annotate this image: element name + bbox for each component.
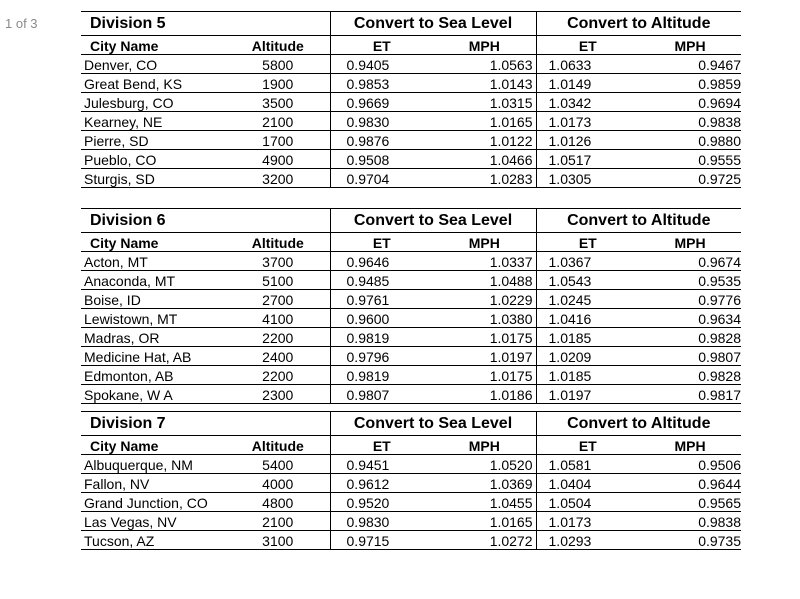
altitude-mph-cell: 0.9859 bbox=[639, 74, 741, 93]
altitude-et-cell: 1.0543 bbox=[536, 271, 639, 290]
altitude-cell: 2100 bbox=[226, 112, 330, 131]
altitude-mph-cell: 0.9838 bbox=[639, 512, 741, 531]
city-name-cell: Great Bend, KS bbox=[81, 74, 226, 93]
city-name-cell: Albuquerque, NM bbox=[81, 455, 226, 474]
table-row bbox=[81, 169, 741, 188]
table-row bbox=[81, 455, 741, 474]
altitude-et-cell: 1.0173 bbox=[536, 112, 639, 131]
altitude-cell: 2200 bbox=[226, 366, 330, 385]
altitude-et-cell: 1.0416 bbox=[536, 309, 639, 328]
altitude-mph-cell: 0.9828 bbox=[639, 366, 741, 385]
sea-level-et-cell: 0.9819 bbox=[330, 366, 433, 385]
sea-level-mph-cell: 1.0488 bbox=[433, 271, 536, 290]
altitude-mph-cell: 0.9807 bbox=[639, 347, 741, 366]
altitude-et-cell: 1.0367 bbox=[536, 252, 639, 271]
altitude-et-header: ET bbox=[536, 36, 639, 55]
city-name-cell: Medicine Hat, AB bbox=[81, 347, 226, 366]
sea-level-mph-header: MPH bbox=[433, 436, 536, 455]
division-title-row bbox=[81, 209, 741, 233]
altitude-mph-cell: 0.9565 bbox=[639, 493, 741, 512]
column-header-row bbox=[81, 233, 741, 252]
altitude-et-cell: 1.0404 bbox=[536, 474, 639, 493]
city-name-cell: Tucson, AZ bbox=[81, 531, 226, 550]
altitude-cell: 2400 bbox=[226, 347, 330, 366]
sea-level-mph-header: MPH bbox=[433, 36, 536, 55]
altitude-et-cell: 1.0581 bbox=[536, 455, 639, 474]
sea-level-mph-cell: 1.0272 bbox=[433, 531, 536, 550]
sea-level-et-cell: 0.9853 bbox=[330, 74, 433, 93]
table-row bbox=[81, 271, 741, 290]
altitude-cell: 4000 bbox=[226, 474, 330, 493]
sea-level-mph-cell: 1.0197 bbox=[433, 347, 536, 366]
convert-sea-level-header: Convert to Sea Level bbox=[330, 209, 536, 233]
city-name-cell: Madras, OR bbox=[81, 328, 226, 347]
sea-level-et-header: ET bbox=[330, 436, 433, 455]
altitude-mph-cell: 0.9674 bbox=[639, 252, 741, 271]
city-name-cell: Kearney, NE bbox=[81, 112, 226, 131]
table-row bbox=[81, 55, 741, 74]
sea-level-mph-cell: 1.0380 bbox=[433, 309, 536, 328]
city-name-cell: Sturgis, SD bbox=[81, 169, 226, 188]
convert-sea-level-header: Convert to Sea Level bbox=[330, 12, 536, 36]
altitude-mph-cell: 0.9535 bbox=[639, 271, 741, 290]
city-name-cell: Fallon, NV bbox=[81, 474, 226, 493]
division-table bbox=[81, 411, 741, 550]
altitude-cell: 5100 bbox=[226, 271, 330, 290]
table-row bbox=[81, 309, 741, 328]
sea-level-et-cell: 0.9715 bbox=[330, 531, 433, 550]
city-name-cell: Grand Junction, CO bbox=[81, 493, 226, 512]
division-title: Division 6 bbox=[81, 209, 330, 233]
sea-level-et-cell: 0.9830 bbox=[330, 512, 433, 531]
altitude-et-cell: 1.0342 bbox=[536, 93, 639, 112]
division-title-row bbox=[81, 412, 741, 436]
sea-level-mph-cell: 1.0315 bbox=[433, 93, 536, 112]
page-indicator: 1 of 3 bbox=[5, 16, 38, 31]
sea-level-et-cell: 0.9485 bbox=[330, 271, 433, 290]
altitude-header: Altitude bbox=[226, 36, 330, 55]
sea-level-mph-cell: 1.0175 bbox=[433, 366, 536, 385]
sea-level-mph-cell: 1.0122 bbox=[433, 131, 536, 150]
city-name-cell: Denver, CO bbox=[81, 55, 226, 74]
sea-level-mph-cell: 1.0455 bbox=[433, 493, 536, 512]
city-name-cell: Anaconda, MT bbox=[81, 271, 226, 290]
sea-level-et-cell: 0.9807 bbox=[330, 385, 433, 404]
sea-level-mph-header: MPH bbox=[433, 233, 536, 252]
city-name-cell: Acton, MT bbox=[81, 252, 226, 271]
table-row bbox=[81, 93, 741, 112]
altitude-et-header: ET bbox=[536, 233, 639, 252]
altitude-mph-cell: 0.9644 bbox=[639, 474, 741, 493]
table-row bbox=[81, 74, 741, 93]
sea-level-mph-cell: 1.0165 bbox=[433, 112, 536, 131]
city-name-cell: Spokane, W A bbox=[81, 385, 226, 404]
sea-level-et-cell: 0.9796 bbox=[330, 347, 433, 366]
altitude-cell: 3100 bbox=[226, 531, 330, 550]
altitude-et-cell: 1.0149 bbox=[536, 74, 639, 93]
city-name-cell: Lewistown, MT bbox=[81, 309, 226, 328]
altitude-et-cell: 1.0305 bbox=[536, 169, 639, 188]
altitude-conversion-table bbox=[81, 11, 741, 188]
convert-altitude-header: Convert to Altitude bbox=[536, 209, 741, 233]
altitude-mph-header: MPH bbox=[639, 436, 741, 455]
altitude-et-cell: 1.0197 bbox=[536, 385, 639, 404]
city-name-cell: Edmonton, AB bbox=[81, 366, 226, 385]
altitude-mph-cell: 0.9880 bbox=[639, 131, 741, 150]
column-header-row bbox=[81, 36, 741, 55]
sea-level-et-cell: 0.9876 bbox=[330, 131, 433, 150]
sea-level-mph-cell: 1.0175 bbox=[433, 328, 536, 347]
altitude-mph-cell: 0.9555 bbox=[639, 150, 741, 169]
altitude-mph-cell: 0.9694 bbox=[639, 93, 741, 112]
table-row bbox=[81, 531, 741, 550]
altitude-et-cell: 1.0126 bbox=[536, 131, 639, 150]
table-row bbox=[81, 131, 741, 150]
altitude-cell: 4100 bbox=[226, 309, 330, 328]
sea-level-mph-cell: 1.0337 bbox=[433, 252, 536, 271]
altitude-cell: 1900 bbox=[226, 74, 330, 93]
altitude-header: Altitude bbox=[226, 436, 330, 455]
table-row bbox=[81, 347, 741, 366]
sea-level-et-cell: 0.9669 bbox=[330, 93, 433, 112]
altitude-cell: 1700 bbox=[226, 131, 330, 150]
altitude-cell: 2100 bbox=[226, 512, 330, 531]
altitude-mph-cell: 0.9776 bbox=[639, 290, 741, 309]
city-name-cell: Boise, ID bbox=[81, 290, 226, 309]
altitude-cell: 3700 bbox=[226, 252, 330, 271]
altitude-et-cell: 1.0173 bbox=[536, 512, 639, 531]
altitude-cell: 5800 bbox=[226, 55, 330, 74]
sea-level-et-cell: 0.9508 bbox=[330, 150, 433, 169]
division-title-row bbox=[81, 12, 741, 36]
altitude-et-cell: 1.0293 bbox=[536, 531, 639, 550]
altitude-et-cell: 1.0185 bbox=[536, 328, 639, 347]
sea-level-et-header: ET bbox=[330, 36, 433, 55]
sea-level-et-cell: 0.9612 bbox=[330, 474, 433, 493]
table-row bbox=[81, 252, 741, 271]
convert-sea-level-header: Convert to Sea Level bbox=[330, 412, 536, 436]
altitude-cell: 5400 bbox=[226, 455, 330, 474]
altitude-et-cell: 1.0504 bbox=[536, 493, 639, 512]
sea-level-mph-cell: 1.0165 bbox=[433, 512, 536, 531]
altitude-mph-cell: 0.9634 bbox=[639, 309, 741, 328]
altitude-et-cell: 1.0517 bbox=[536, 150, 639, 169]
altitude-cell: 3200 bbox=[226, 169, 330, 188]
table-row bbox=[81, 290, 741, 309]
sea-level-mph-cell: 1.0229 bbox=[433, 290, 536, 309]
sea-level-mph-cell: 1.0369 bbox=[433, 474, 536, 493]
sea-level-et-cell: 0.9819 bbox=[330, 328, 433, 347]
table-row bbox=[81, 493, 741, 512]
table-row bbox=[81, 328, 741, 347]
sea-level-mph-cell: 1.0143 bbox=[433, 74, 536, 93]
sea-level-et-cell: 0.9830 bbox=[330, 112, 433, 131]
city-name-header: City Name bbox=[81, 436, 226, 455]
altitude-mph-cell: 0.9838 bbox=[639, 112, 741, 131]
altitude-mph-cell: 0.9735 bbox=[639, 531, 741, 550]
city-name-cell: Pierre, SD bbox=[81, 131, 226, 150]
altitude-cell: 3500 bbox=[226, 93, 330, 112]
altitude-mph-cell: 0.9506 bbox=[639, 455, 741, 474]
division-title: Division 5 bbox=[81, 12, 330, 36]
sea-level-et-cell: 0.9405 bbox=[330, 55, 433, 74]
altitude-mph-header: MPH bbox=[639, 233, 741, 252]
table-row bbox=[81, 512, 741, 531]
altitude-et-header: ET bbox=[536, 436, 639, 455]
table-row bbox=[81, 150, 741, 169]
sea-level-et-cell: 0.9761 bbox=[330, 290, 433, 309]
sea-level-et-cell: 0.9704 bbox=[330, 169, 433, 188]
table-row bbox=[81, 366, 741, 385]
city-name-header: City Name bbox=[81, 233, 226, 252]
city-name-cell: Julesburg, CO bbox=[81, 93, 226, 112]
altitude-header: Altitude bbox=[226, 233, 330, 252]
sea-level-mph-cell: 1.0186 bbox=[433, 385, 536, 404]
altitude-et-cell: 1.0209 bbox=[536, 347, 639, 366]
division-table bbox=[81, 208, 741, 404]
altitude-cell: 2700 bbox=[226, 290, 330, 309]
sea-level-mph-cell: 1.0466 bbox=[433, 150, 536, 169]
sea-level-mph-cell: 1.0520 bbox=[433, 455, 536, 474]
sea-level-et-cell: 0.9520 bbox=[330, 493, 433, 512]
altitude-et-cell: 1.0633 bbox=[536, 55, 639, 74]
table-row bbox=[81, 385, 741, 404]
sea-level-et-cell: 0.9646 bbox=[330, 252, 433, 271]
altitude-et-cell: 1.0245 bbox=[536, 290, 639, 309]
altitude-et-cell: 1.0185 bbox=[536, 366, 639, 385]
table-row bbox=[81, 112, 741, 131]
altitude-cell: 4800 bbox=[226, 493, 330, 512]
altitude-conversion-table bbox=[81, 208, 741, 404]
city-name-cell: Las Vegas, NV bbox=[81, 512, 226, 531]
division-table bbox=[81, 11, 741, 188]
convert-altitude-header: Convert to Altitude bbox=[536, 412, 741, 436]
column-header-row bbox=[81, 436, 741, 455]
altitude-cell: 2200 bbox=[226, 328, 330, 347]
sea-level-et-cell: 0.9600 bbox=[330, 309, 433, 328]
altitude-conversion-table bbox=[81, 411, 741, 550]
altitude-mph-cell: 0.9817 bbox=[639, 385, 741, 404]
sea-level-mph-cell: 1.0283 bbox=[433, 169, 536, 188]
altitude-mph-cell: 0.9828 bbox=[639, 328, 741, 347]
sea-level-et-header: ET bbox=[330, 233, 433, 252]
altitude-mph-header: MPH bbox=[639, 36, 741, 55]
altitude-mph-cell: 0.9725 bbox=[639, 169, 741, 188]
altitude-cell: 2300 bbox=[226, 385, 330, 404]
convert-altitude-header: Convert to Altitude bbox=[536, 12, 741, 36]
altitude-mph-cell: 0.9467 bbox=[639, 55, 741, 74]
altitude-cell: 4900 bbox=[226, 150, 330, 169]
city-name-header: City Name bbox=[81, 36, 226, 55]
division-title: Division 7 bbox=[81, 412, 330, 436]
city-name-cell: Pueblo, CO bbox=[81, 150, 226, 169]
sea-level-mph-cell: 1.0563 bbox=[433, 55, 536, 74]
table-row bbox=[81, 474, 741, 493]
sea-level-et-cell: 0.9451 bbox=[330, 455, 433, 474]
